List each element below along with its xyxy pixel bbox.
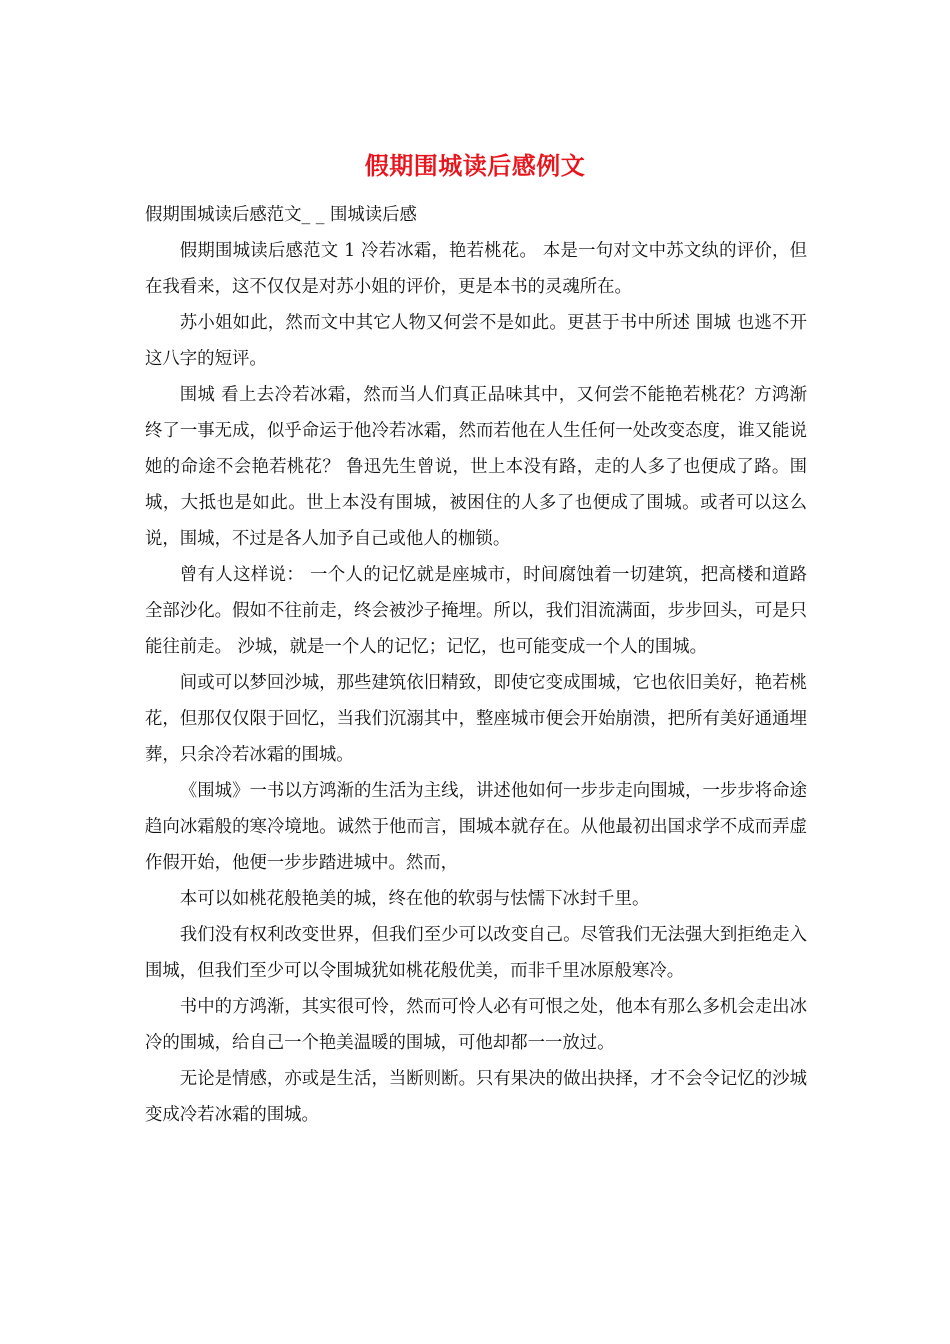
paragraph: 无论是情感，亦或是生活，当断则断。只有果决的做出抉择，才不会令记忆的沙城变成冷若冰霜的围城。 bbox=[145, 1069, 807, 1125]
document-subtitle: 假期围城读后感范文_ _ 围城读后感 bbox=[145, 205, 417, 225]
paragraph: 《围城》一书以方鸿渐的生活为主线，讲述他如何一步步走向围城，一步步将命途趋向冰霜般的寒冷境地。诚然于他而言，围城本就存在。从他最初出国求学不成而弄虚作假开始，他便一步步踏进城中。然而， bbox=[145, 781, 807, 873]
paragraph: 书中的方鸿渐，其实很可怜，然而可怜人必有可恨之处，他本有那么多机会走出冰冷的围城，给自己一个艳美温暖的围城，可他却都一一放过。 bbox=[145, 997, 807, 1053]
paragraph: 苏小姐如此，然而文中其它人物又何尝不是如此。更甚于书中所述 围城 也逃不开这八字的短评。 bbox=[145, 313, 807, 369]
paragraph: 本可以如桃花般艳美的城，终在他的软弱与怯懦下冰封千里。 bbox=[179, 889, 650, 909]
paragraph: 围城 看上去冷若冰霜，然而当人们真正品味其中，又何尝不能艳若桃花？方鸿渐终了一事无成，似乎命运于他冷若冰霜，然而若他在人生任何一处改变态度，谁又能说她的命途不会艳若桃花？ 鲁迅先生曾说，世上本没有路，走的人多了也便成了路。围城，大抵也是如此。世上本没有围城，被困住的人多了也便成了围城。或者可以这么说，围城，不过是各人加予自己或他人的枷锁。 bbox=[145, 385, 807, 549]
paragraph: 曾有人这样说： 一个人的记忆就是座城市，时间腐蚀着一切建筑，把高楼和道路全部沙化。假如不往前走，终会被沙子掩埋。所以，我们泪流满面，步步回头，可是只能往前走。 沙城，就是一个人的记忆；记忆，也可能变成一个人的围城。 bbox=[145, 565, 807, 657]
paragraph: 我们没有权利改变世界，但我们至少可以改变自己。尽管我们无法强大到拒绝走入围城，但我们至少可以令围城犹如桃花般优美，而非千里冰原般寒冷。 bbox=[145, 925, 807, 981]
paragraph: 假期围城读后感范文 1 冷若冰霜，艳若桃花。 本是一句对文中苏文纨的评价，但在我看来，这不仅仅是对苏小姐的评价，更是本书的灵魂所在。 bbox=[145, 241, 807, 297]
document-body bbox=[145, 197, 807, 1133]
paragraph: 间或可以梦回沙城，那些建筑依旧精致，即使它变成围城，它也依旧美好，艳若桃花，但那仅仅限于回忆，当我们沉溺其中，整座城市便会开始崩溃，把所有美好通通埋葬，只余冷若冰霜的围城。 bbox=[145, 673, 807, 765]
document-title: 假期围城读后感例文 bbox=[364, 151, 586, 180]
